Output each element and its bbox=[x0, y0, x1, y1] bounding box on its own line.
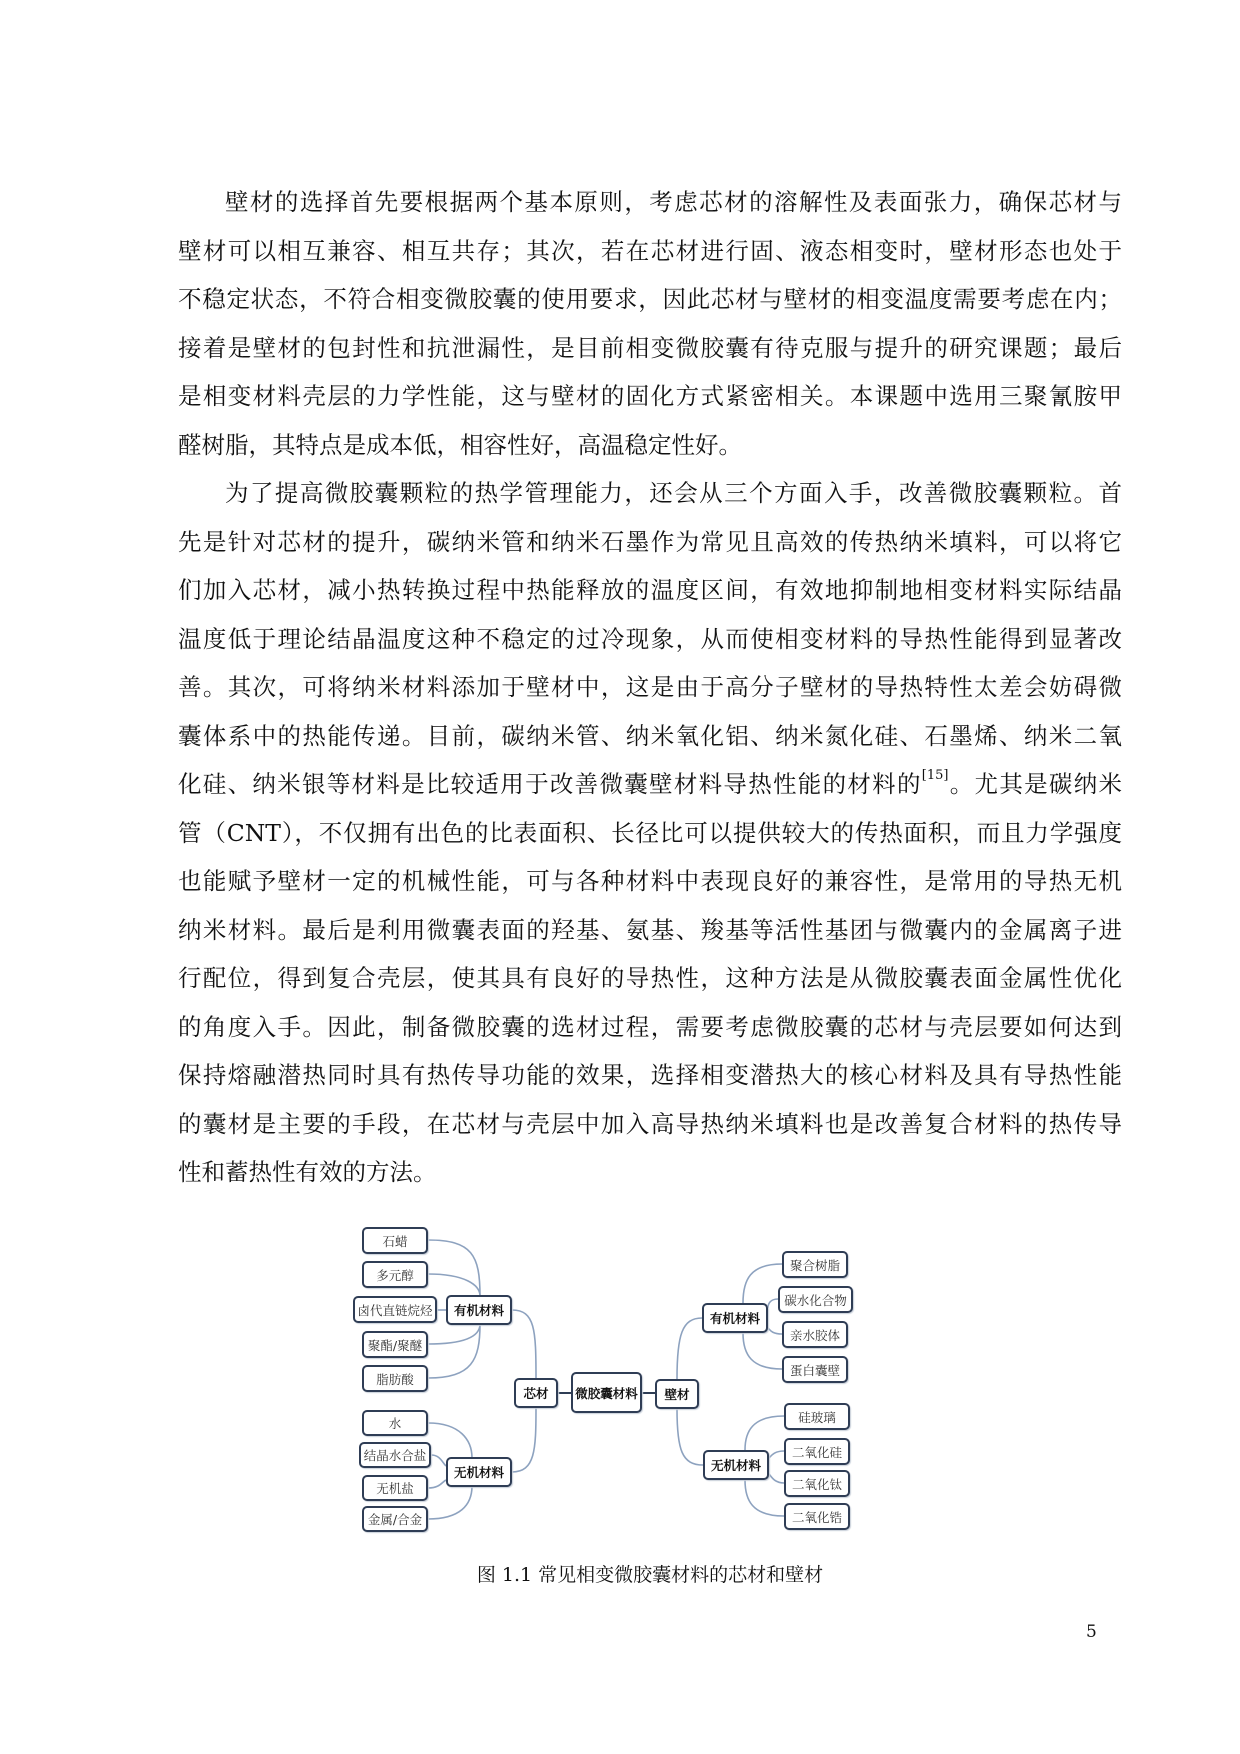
core-inorganic-item: 金属/合金 bbox=[362, 1506, 428, 1532]
connector bbox=[745, 1480, 784, 1516]
line-text-tail: 。尤其是碳纳米 bbox=[948, 770, 1123, 798]
wall-inorganic-node: 无机材料 bbox=[703, 1450, 769, 1480]
paragraph-2-line: 先是针对芯材的提升，碳纳米管和纳米石墨作为常见且高效的传热纳米填料，可以将它 bbox=[178, 528, 1122, 556]
core-material-node: 芯材 bbox=[514, 1378, 558, 1408]
connector bbox=[428, 1480, 446, 1488]
paragraph-1-line: 不稳定状态，不符合相变微胶囊的使用要求，因此芯材与壁材的相变温度需要考虑在内； bbox=[178, 285, 1122, 313]
line-text: 化硅、纳米银等材料是比较适用于改善微囊壁材料导热性能的材料的 bbox=[178, 770, 922, 798]
paragraph-2-line: 保持熔融潜热同时具有热传导功能的效果，选择相变潜热大的核心材料及具有导热性能 bbox=[178, 1061, 1122, 1089]
paragraph-2-line: 为了提高微胶囊颗粒的热学管理能力，还会从三个方面入手，改善微胶囊颗粒。首 bbox=[225, 479, 1122, 507]
wall-organic-item: 亲水胶体 bbox=[782, 1321, 848, 1348]
connector bbox=[428, 1274, 480, 1296]
wall-inorganic-item: 硅玻璃 bbox=[784, 1403, 850, 1430]
connector bbox=[768, 1299, 778, 1308]
connector bbox=[743, 1264, 782, 1303]
paragraph-2-line: 们加入芯材，减小热转换过程中热能释放的温度区间，有效地抑制地相变材料实际结晶 bbox=[178, 576, 1122, 604]
wall-organic-item: 蛋白囊壁 bbox=[782, 1356, 848, 1383]
connector bbox=[677, 1318, 702, 1379]
wall-inorganic-item: 二氧化硅 bbox=[784, 1438, 850, 1465]
paragraph-1-line: 醛树脂，其特点是成本低，相容性好，高温稳定性好。 bbox=[178, 431, 742, 459]
paragraph-2-line: 温度低于理论结晶温度这种不稳定的过冷现象，从而使相变材料的导热性能得到显著改 bbox=[178, 625, 1122, 653]
paragraph-2-line: 善。其次，可将纳米材料添加于壁材中，这是由于高分子壁材的导热特性太差会妨碍微 bbox=[178, 673, 1122, 701]
core-organic-item: 聚酯/聚醚 bbox=[362, 1331, 428, 1358]
paragraph-2-line-with-citation bbox=[178, 769, 1122, 799]
page-number: 5 bbox=[1086, 1622, 1097, 1642]
connector bbox=[428, 1324, 480, 1378]
connector bbox=[512, 1310, 536, 1378]
connector bbox=[677, 1409, 703, 1465]
connector bbox=[428, 1240, 480, 1296]
paragraph-1-line: 壁材的选择首先要根据两个基本原则，考虑芯材的溶解性及表面张力，确保芯材与 bbox=[225, 188, 1122, 216]
core-inorganic-item: 无机盐 bbox=[362, 1475, 428, 1501]
paragraph-1-line: 是相变材料壳层的力学性能，这与壁材的固化方式紧密相关。本课题中选用三聚氰胺甲 bbox=[178, 382, 1122, 410]
core-organic-item: 卤代直链烷烃 bbox=[353, 1296, 437, 1323]
wall-organic-item: 聚合树脂 bbox=[782, 1251, 848, 1278]
connector bbox=[768, 1328, 782, 1334]
wall-inorganic-item: 二氧化锆 bbox=[784, 1503, 850, 1530]
wall-organic-node: 有机材料 bbox=[702, 1303, 768, 1333]
connector bbox=[512, 1408, 536, 1472]
connector bbox=[769, 1451, 784, 1458]
connector bbox=[431, 1455, 446, 1466]
core-organic-node: 有机材料 bbox=[446, 1295, 512, 1325]
paragraph-1-line: 接着是壁材的包封性和抗泄漏性，是目前相变微胶囊有待克服与提升的研究课题；最后 bbox=[178, 334, 1122, 362]
core-organic-item: 石蜡 bbox=[362, 1227, 428, 1254]
paragraph-2-line: 囊体系中的热能传递。目前，碳纳米管、纳米氧化铝、纳米氮化硅、石墨烯、纳米二氧 bbox=[178, 722, 1122, 750]
microcapsule-root-node: 微胶囊材料 bbox=[571, 1372, 642, 1413]
paragraph-1-line: 壁材可以相互兼容、相互共存；其次，若在芯材进行固、液态相变时，壁材形态也处于 bbox=[178, 237, 1122, 265]
connector bbox=[428, 1486, 472, 1519]
paragraph-2-line: 行配位，得到复合壳层，使其具有良好的导热性，这种方法是从微胶囊表面金属性优化 bbox=[178, 964, 1122, 992]
core-inorganic-item: 水 bbox=[362, 1410, 428, 1436]
wall-material-node: 壁材 bbox=[655, 1379, 699, 1409]
core-inorganic-node: 无机材料 bbox=[446, 1457, 512, 1487]
citation-15[interactable]: [15] bbox=[921, 768, 949, 783]
core-organic-item: 脂肪酸 bbox=[362, 1365, 428, 1392]
core-inorganic-item: 结晶水合盐 bbox=[359, 1442, 431, 1468]
core-organic-item: 多元醇 bbox=[362, 1261, 428, 1288]
wall-inorganic-item: 二氧化钛 bbox=[784, 1470, 850, 1497]
connector bbox=[428, 1423, 472, 1458]
connector bbox=[769, 1474, 784, 1483]
figure-caption: 图 1.1 常见相变微胶囊材料的芯材和壁材 bbox=[476, 1564, 824, 1586]
paragraph-2-line: 纳米材料。最后是利用微囊表面的羟基、氨基、羧基等活性基团与微囊内的金属离子进 bbox=[178, 916, 1122, 944]
paragraph-2-line: 的囊材是主要的手段，在芯材与壳层中加入高导热纳米填料也是改善复合材料的热传导 bbox=[178, 1110, 1122, 1138]
wall-organic-item: 碳水化合物 bbox=[778, 1286, 853, 1313]
paragraph-2-line: 的角度入手。因此，制备微胶囊的选材过程，需要考虑微胶囊的芯材与壳层要如何达到 bbox=[178, 1013, 1122, 1041]
connector bbox=[428, 1324, 480, 1344]
connector bbox=[743, 1333, 782, 1369]
paragraph-2-line: 也能赋予壁材一定的机械性能，可与各种材料中表现良好的兼容性，是常用的导热无机 bbox=[178, 867, 1122, 895]
paragraph-2-line: 性和蓄热性有效的方法。 bbox=[178, 1158, 437, 1186]
paragraph-2-line: 管（CNT），不仅拥有出色的比表面积、长径比可以提供较大的传热面积，而且力学强度 bbox=[178, 819, 1122, 847]
connector bbox=[745, 1416, 784, 1450]
